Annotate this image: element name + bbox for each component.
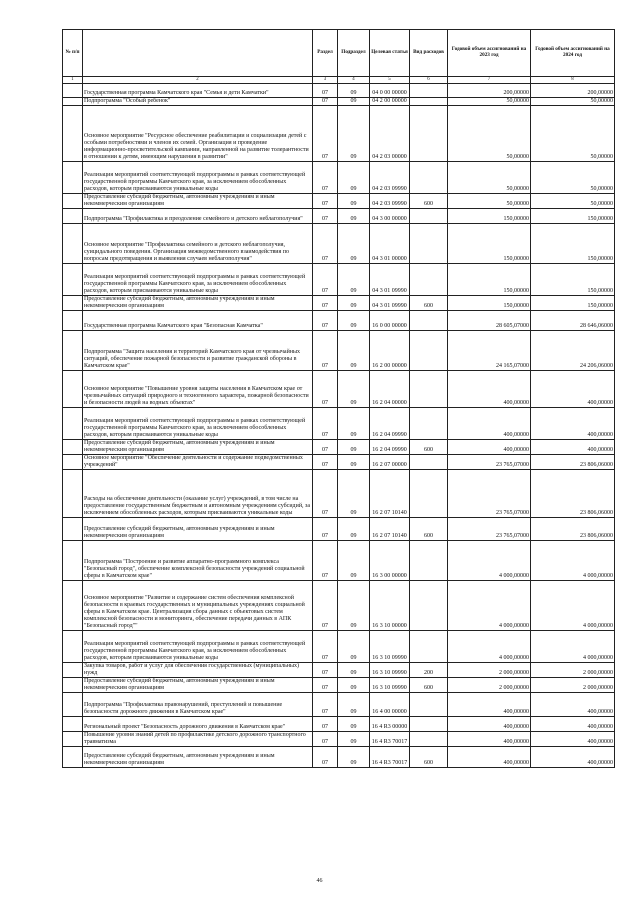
colnum: 2 [83, 77, 313, 84]
row-statya: 16 2 00 00000 [370, 330, 410, 370]
row-razdel: 07 [313, 208, 338, 223]
row-vid [410, 731, 448, 746]
row-razdel: 07 [313, 716, 338, 731]
row-name: Закупка товаров, работ и услуг для обеспечения государственных (муниципальных) нужд [83, 662, 313, 677]
header-name [83, 30, 313, 77]
table-row [63, 469, 615, 517]
row-num [63, 330, 83, 370]
row-podrazdel: 09 [338, 439, 370, 454]
row-num [63, 517, 83, 540]
colnum: 7 [448, 77, 531, 84]
row-podrazdel: 09 [338, 746, 370, 767]
row-name: Расходы на обеспечение деятельности (оказание услуг) учреждений, в том числе на предоставление государственным бюджетным и автономным учреждениям субсидий, за исключением обособленных расходов, которым присваиваются уникальные коды [83, 469, 313, 517]
row-2024: 400,00000 [531, 716, 615, 731]
row-2024: 23 806,06000 [531, 469, 615, 517]
row-num [63, 662, 83, 677]
row-vid [410, 454, 448, 469]
row-2024: 150,00000 [531, 208, 615, 223]
row-statya: 04 2 03 09990 [370, 161, 410, 193]
row-2023: 24 165,07000 [448, 330, 531, 370]
row-razdel: 07 [313, 692, 338, 716]
table-row [63, 83, 615, 97]
row-2024: 50,00000 [531, 161, 615, 193]
table-row [63, 97, 615, 105]
row-2024: 4 000,00000 [531, 630, 615, 662]
header-razdel: Раздел [313, 30, 338, 77]
table-row [63, 454, 615, 469]
row-vid [410, 692, 448, 716]
row-name: Основное мероприятие "Развитие и содержание систем обеспечения комплексной безопасности в краевых государственных и муниципальных учреждениях социальной сферы в Камчатском крае. Централизация сбора данных с объектовых систем комплексной безопасности и мониторинга, обеспечение передачи данных в АПК "Безопасный город"" [83, 580, 313, 630]
header-2023: Годовой объем ассигнований на 2023 год [448, 30, 531, 77]
row-podrazdel: 09 [338, 540, 370, 580]
row-statya: 16 2 04 09990 [370, 439, 410, 454]
row-num [63, 407, 83, 439]
row-2023: 50,00000 [448, 193, 531, 208]
table-row [63, 580, 615, 630]
colnum: 4 [338, 77, 370, 84]
row-razdel: 07 [313, 105, 338, 161]
table-row [63, 161, 615, 193]
row-name: Реализация мероприятий соответствующей подпрограммы в рамках соответствующей государственной программы Камчатского края, за исключением обособленных расходов, которым присваиваются уникальные коды [83, 630, 313, 662]
row-num [63, 677, 83, 692]
row-2024: 400,00000 [531, 370, 615, 407]
row-2023: 50,00000 [448, 105, 531, 161]
row-razdel: 07 [313, 407, 338, 439]
table-row [63, 517, 615, 540]
row-podrazdel: 09 [338, 454, 370, 469]
row-name: Основное мероприятие "Ресурсное обеспечение реабилитации и социализации детей с особыми потребностями и членов их семей. Организация и проведение информационно-просветительской кампании, направленной на развитие толерантности в отношении к детям, имеющим нарушения в развитии" [83, 105, 313, 161]
row-razdel: 07 [313, 223, 338, 263]
row-podrazdel: 09 [338, 469, 370, 517]
row-2023: 150,00000 [448, 208, 531, 223]
row-podrazdel: 09 [338, 193, 370, 208]
row-2024: 23 806,06000 [531, 517, 615, 540]
row-vid [410, 263, 448, 295]
row-num [63, 731, 83, 746]
page-number: 46 [316, 878, 323, 884]
row-2024: 200,00000 [531, 83, 615, 97]
row-statya: 04 3 01 09990 [370, 263, 410, 295]
row-2023: 150,00000 [448, 223, 531, 263]
row-podrazdel: 09 [338, 330, 370, 370]
row-razdel: 07 [313, 193, 338, 208]
row-name: Предоставление субсидий бюджетным, автономным учреждениям и иным некоммерческим организациям [83, 439, 313, 454]
row-num [63, 83, 83, 97]
table-row [63, 746, 615, 767]
row-2024: 4 000,00000 [531, 580, 615, 630]
row-2024: 50,00000 [531, 97, 615, 105]
row-2024: 2 000,00000 [531, 677, 615, 692]
row-num [63, 193, 83, 208]
row-num [63, 310, 83, 330]
row-vid [410, 469, 448, 517]
row-podrazdel: 09 [338, 407, 370, 439]
row-name: Предоставление субсидий бюджетным, автономным учреждениям и иным некоммерческим организациям [83, 746, 313, 767]
row-2023: 23 765,07000 [448, 469, 531, 517]
row-vid [410, 580, 448, 630]
row-podrazdel: 09 [338, 310, 370, 330]
row-name: Подпрограмма "Построение и развитие аппаратно-программного комплекса "Безопасный город", обеспечение комплексной безопасности учреждений социальной сферы в Камчатском крае" [83, 540, 313, 580]
row-vid [410, 370, 448, 407]
row-2024: 50,00000 [531, 105, 615, 161]
row-2023: 4 000,00000 [448, 580, 531, 630]
row-razdel: 07 [313, 161, 338, 193]
row-vid [410, 208, 448, 223]
row-name: Предоставление субсидий бюджетным, автономным учреждениям и иным некоммерческим организациям [83, 677, 313, 692]
row-name: Региональный проект "Безопасность дорожного движения в Камчатском крае" [83, 716, 313, 731]
table-row [63, 370, 615, 407]
table-row [63, 310, 615, 330]
row-podrazdel: 09 [338, 662, 370, 677]
table-row [63, 716, 615, 731]
row-2024: 400,00000 [531, 407, 615, 439]
row-statya: 04 2 03 09990 [370, 193, 410, 208]
row-razdel: 07 [313, 83, 338, 97]
row-name: Подпрограмма "Профилактика правонарушений, преступлений и повышение безопасности дорожного движения в Камчатском крае" [83, 692, 313, 716]
row-name: Подпрограмма "Защита населения и территорий Камчатского края от чрезвычайных ситуаций, обеспечение пожарной безопасности и развитие гражданской обороны в Камчатском крае" [83, 330, 313, 370]
row-podrazdel: 09 [338, 295, 370, 310]
row-statya: 16 3 10 00000 [370, 580, 410, 630]
table-row [63, 540, 615, 580]
row-2024: 150,00000 [531, 295, 615, 310]
row-statya: 16 2 04 09990 [370, 407, 410, 439]
row-podrazdel: 09 [338, 731, 370, 746]
table-row [63, 407, 615, 439]
row-vid: 600 [410, 295, 448, 310]
row-2023: 400,00000 [448, 731, 531, 746]
row-2023: 50,00000 [448, 161, 531, 193]
row-vid [410, 105, 448, 161]
row-podrazdel: 09 [338, 692, 370, 716]
colnum: 1 [63, 77, 83, 84]
row-podrazdel: 09 [338, 161, 370, 193]
row-statya: 04 0 00 00000 [370, 83, 410, 97]
table-row [63, 263, 615, 295]
row-name: Повышение уровня знаний детей по профилактике детского дорожного транспортного травматизма [83, 731, 313, 746]
row-vid [410, 97, 448, 105]
row-razdel: 07 [313, 263, 338, 295]
row-vid [410, 310, 448, 330]
row-name: Реализация мероприятий соответствующей подпрограммы в рамках соответствующей государственной программы Камчатского края, за исключением обособленных расходов, которым присваиваются уникальные коды [83, 263, 313, 295]
row-num [63, 370, 83, 407]
row-razdel: 07 [313, 295, 338, 310]
row-statya: 16 3 10 09990 [370, 630, 410, 662]
row-num [63, 469, 83, 517]
row-num [63, 223, 83, 263]
row-statya: 16 2 07 00000 [370, 454, 410, 469]
table-row [63, 692, 615, 716]
header-vid: Вид расходов [410, 30, 448, 77]
row-vid [410, 83, 448, 97]
row-2024: 150,00000 [531, 223, 615, 263]
row-statya: 16 2 04 00000 [370, 370, 410, 407]
row-vid: 600 [410, 193, 448, 208]
row-2023: 150,00000 [448, 263, 531, 295]
row-razdel: 07 [313, 370, 338, 407]
row-num [63, 746, 83, 767]
row-razdel: 07 [313, 454, 338, 469]
header-2024: Годовой объем ассигнований на 2024 год [531, 30, 615, 77]
row-2023: 23 765,07000 [448, 517, 531, 540]
row-2024: 400,00000 [531, 692, 615, 716]
row-razdel: 07 [313, 580, 338, 630]
row-num [63, 540, 83, 580]
row-2023: 400,00000 [448, 716, 531, 731]
row-num [63, 97, 83, 105]
row-2024: 4 000,00000 [531, 540, 615, 580]
row-podrazdel: 09 [338, 208, 370, 223]
row-2023: 23 765,07000 [448, 454, 531, 469]
row-2023: 4 000,00000 [448, 540, 531, 580]
row-2023: 400,00000 [448, 370, 531, 407]
table-row [63, 330, 615, 370]
row-2024: 23 806,06000 [531, 454, 615, 469]
table-row [63, 193, 615, 208]
row-statya: 04 3 01 09990 [370, 295, 410, 310]
row-razdel: 07 [313, 469, 338, 517]
row-statya: 04 2 00 00000 [370, 97, 410, 105]
row-name: Основное мероприятие "Профилактика семейного и детского неблагополучия, суицидального поведения. Организация межведомственного взаимодействия по вопросам предотвращения и выявления случаев неблагополучия" [83, 223, 313, 263]
row-name: Предоставление субсидий бюджетным, автономным учреждениям и иным некоммерческим организациям [83, 193, 313, 208]
header-num: № п/п [63, 30, 83, 77]
row-statya: 16 4 R3 70017 [370, 746, 410, 767]
row-podrazdel: 09 [338, 263, 370, 295]
row-podrazdel: 09 [338, 105, 370, 161]
table-row [63, 731, 615, 746]
row-name: Государственная программа Камчатского края "Безопасная Камчатка" [83, 310, 313, 330]
row-num [63, 161, 83, 193]
row-razdel: 07 [313, 439, 338, 454]
row-2023: 400,00000 [448, 692, 531, 716]
row-vid: 600 [410, 746, 448, 767]
row-2024: 24 206,06000 [531, 330, 615, 370]
row-name: Основное мероприятие "Обеспечение деятельности и содержание подведомственных учреждений" [83, 454, 313, 469]
row-num [63, 580, 83, 630]
table-row [63, 439, 615, 454]
row-vid: 600 [410, 439, 448, 454]
row-statya: 16 2 07 10140 [370, 469, 410, 517]
row-2024: 50,00000 [531, 193, 615, 208]
row-name: Предоставление субсидий бюджетным, автономным учреждениям и иным некоммерческим организациям [83, 517, 313, 540]
row-razdel: 07 [313, 97, 338, 105]
row-statya: 16 3 00 00000 [370, 540, 410, 580]
row-2023: 200,00000 [448, 83, 531, 97]
row-2024: 2 000,00000 [531, 662, 615, 677]
row-2023: 4 000,00000 [448, 630, 531, 662]
row-name: Предоставление субсидий бюджетным, автономным учреждениям и иным некоммерческим организациям [83, 295, 313, 310]
row-podrazdel: 09 [338, 97, 370, 105]
row-2023: 400,00000 [448, 439, 531, 454]
row-vid [410, 407, 448, 439]
row-num [63, 295, 83, 310]
row-2024: 400,00000 [531, 731, 615, 746]
row-name: Подпрограмма "Профилактика и преодоление семейного и детского неблагополучия" [83, 208, 313, 223]
row-vid: 600 [410, 517, 448, 540]
row-2023: 400,00000 [448, 746, 531, 767]
row-podrazdel: 09 [338, 580, 370, 630]
row-vid [410, 540, 448, 580]
row-2023: 400,00000 [448, 407, 531, 439]
row-podrazdel: 09 [338, 677, 370, 692]
table-body [63, 83, 615, 767]
row-statya: 16 4 R3 00000 [370, 716, 410, 731]
row-podrazdel: 09 [338, 716, 370, 731]
row-vid [410, 630, 448, 662]
row-2024: 28 646,06000 [531, 310, 615, 330]
row-vid: 600 [410, 677, 448, 692]
row-razdel: 07 [313, 310, 338, 330]
row-num [63, 692, 83, 716]
row-num [63, 208, 83, 223]
row-num [63, 454, 83, 469]
row-num [63, 263, 83, 295]
header-row [63, 30, 615, 77]
row-2023: 2 000,00000 [448, 677, 531, 692]
colnum: 6 [410, 77, 448, 84]
row-vid [410, 161, 448, 193]
row-vid: 200 [410, 662, 448, 677]
header-statya: Целевая статья [370, 30, 410, 77]
row-razdel: 07 [313, 330, 338, 370]
row-razdel: 07 [313, 731, 338, 746]
row-num [63, 105, 83, 161]
table-row [63, 105, 615, 161]
row-vid [410, 716, 448, 731]
row-statya: 04 3 00 00000 [370, 208, 410, 223]
table-row [63, 630, 615, 662]
row-razdel: 07 [313, 746, 338, 767]
row-name: Основное мероприятие "Повышение уровня защиты населения в Камчатском крае от чрезвычайных ситуаций природного и техногенного характера, пожарной безопасности и безопасности людей на водных объектах" [83, 370, 313, 407]
row-podrazdel: 09 [338, 223, 370, 263]
row-statya: 16 3 10 09990 [370, 677, 410, 692]
row-name: Государственная программа Камчатского края "Семья и дети Камчатки" [83, 83, 313, 97]
header-podrazdel: Подраздел [338, 30, 370, 77]
table-row [63, 677, 615, 692]
row-2023: 50,00000 [448, 97, 531, 105]
row-statya: 16 2 07 10140 [370, 517, 410, 540]
row-2023: 28 605,07000 [448, 310, 531, 330]
row-name: Подпрограмма "Особый ребенок" [83, 97, 313, 105]
row-razdel: 07 [313, 630, 338, 662]
row-2023: 150,00000 [448, 295, 531, 310]
row-razdel: 07 [313, 677, 338, 692]
row-num [63, 439, 83, 454]
row-podrazdel: 09 [338, 370, 370, 407]
row-razdel: 07 [313, 517, 338, 540]
row-statya: 04 3 01 00000 [370, 223, 410, 263]
colnum: 8 [531, 77, 615, 84]
row-vid [410, 330, 448, 370]
budget-table [62, 29, 615, 768]
row-podrazdel: 09 [338, 517, 370, 540]
row-num [63, 630, 83, 662]
colnum: 5 [370, 77, 410, 84]
row-num [63, 716, 83, 731]
row-statya: 04 2 03 00000 [370, 105, 410, 161]
row-statya: 16 4 00 00000 [370, 692, 410, 716]
table-row [63, 295, 615, 310]
row-statya: 16 3 10 09990 [370, 662, 410, 677]
row-2024: 400,00000 [531, 439, 615, 454]
row-name: Реализация мероприятий соответствующей подпрограммы в рамках соответствующей государственной программы Камчатского края, за исключением обособленных расходов, которым присваиваются уникальные коды [83, 407, 313, 439]
row-podrazdel: 09 [338, 630, 370, 662]
colnum: 3 [313, 77, 338, 84]
row-razdel: 07 [313, 540, 338, 580]
row-statya: 16 4 R3 70017 [370, 731, 410, 746]
row-razdel: 07 [313, 662, 338, 677]
row-podrazdel: 09 [338, 83, 370, 97]
row-2024: 400,00000 [531, 746, 615, 767]
row-2024: 150,00000 [531, 263, 615, 295]
row-statya: 16 0 00 00000 [370, 310, 410, 330]
row-vid [410, 223, 448, 263]
row-name: Реализация мероприятий соответствующей подпрограммы в рамках соответствующей государственной программы Камчатского края, за исключением обособленных расходов, которым присваиваются уникальные коды [83, 161, 313, 193]
table-row [63, 208, 615, 223]
table-row [63, 662, 615, 677]
table-row [63, 223, 615, 263]
row-2023: 2 000,00000 [448, 662, 531, 677]
